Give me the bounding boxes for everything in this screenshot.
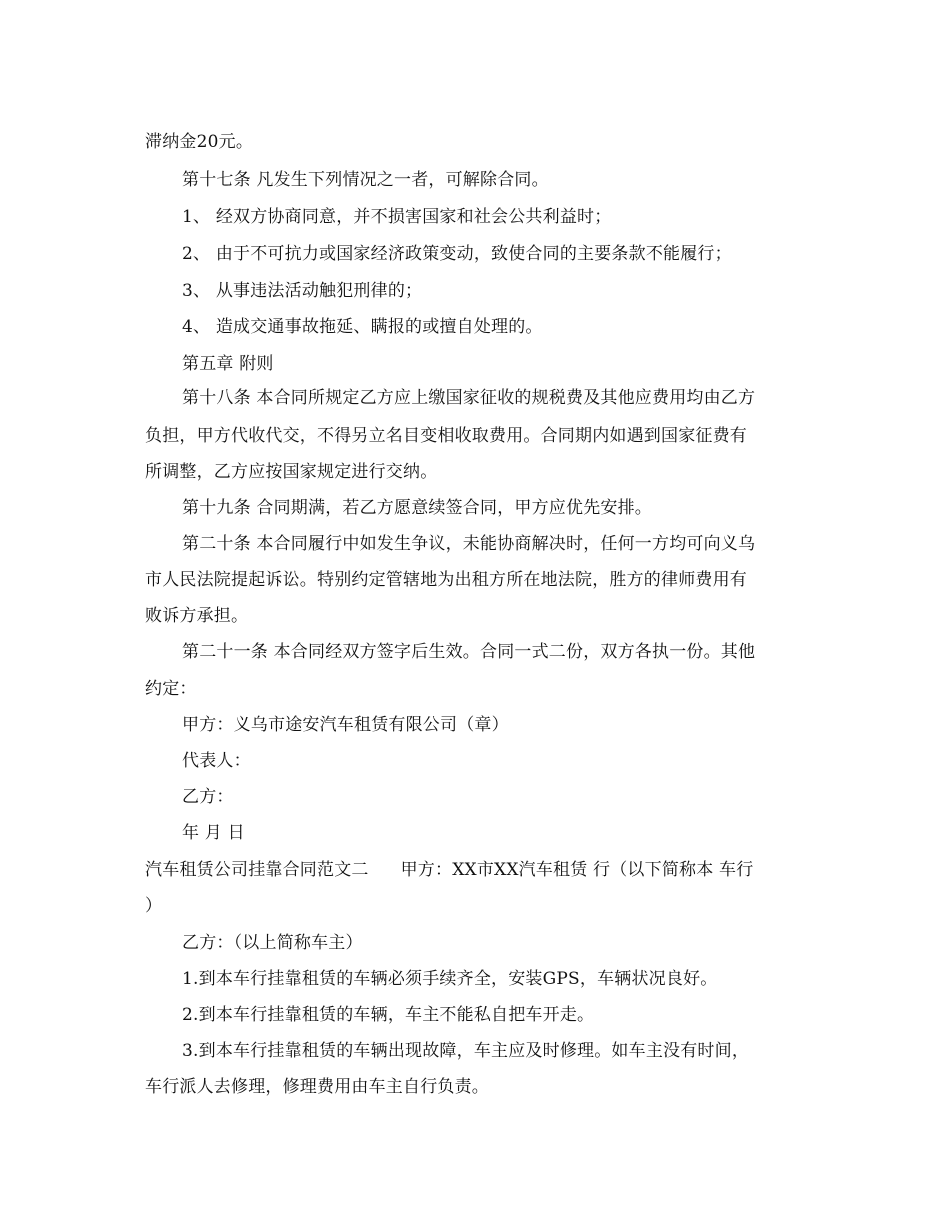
text-line: 第十九条 合同期满，若乙方愿意续签合同，甲方应优先安排。: [182, 498, 653, 518]
text-line: 第二十条 本合同履行中如发生争议，未能协商解决时，任何一方均可向义乌: [182, 534, 756, 554]
document-subtitle-line: [145, 860, 753, 880]
text-line: 4、 造成交通事故拖延、瞒报的或擅自处理的。: [182, 317, 543, 337]
text-line: ）: [145, 896, 163, 916]
signature-date: 年 月 日: [182, 823, 245, 843]
document-subtitle: 汽车租赁公司挂靠合同范文二: [145, 860, 369, 880]
text-line: 车行派人去修理，修理费用由车主自行负责。: [145, 1077, 489, 1097]
text-line: 2、 由于不可抗力或国家经济政策变动，致使合同的主要条款不能履行；: [182, 244, 732, 264]
text-line: 败诉方承担。: [145, 606, 249, 626]
text-line: 3、 从事违法活动触犯刑律的；: [182, 281, 423, 301]
text-line: 第十八条 本合同所规定乙方应上缴国家征收的规税费及其他应费用均由乙方: [182, 388, 756, 408]
text-line: 市人民法院提起诉讼。特别约定管辖地为出租方所在地法院，胜方的律师费用有: [145, 570, 747, 590]
signature-representative: 代表人：: [182, 751, 251, 771]
signature-party-b: 乙方：: [182, 787, 234, 807]
text-line: 1.到本车行挂靠租赁的车辆必须手续齐全，安装GPS，车辆状况良好。: [182, 969, 718, 989]
section-heading: 第五章 附则: [182, 354, 274, 374]
text-line: 滞纳金20元。: [145, 132, 254, 152]
text-line: 负担，甲方代收代交，不得另立名目变相收取费用。合同期内如遇到国家征费有: [145, 426, 747, 446]
text-line: 乙方：（以上简称车主）: [182, 933, 363, 953]
text-line: 第二十一条 本合同经双方签字后生效。合同一式二份，双方各执一份。其他: [182, 642, 756, 662]
text-line: 约定：: [145, 679, 197, 699]
text-line: 3.到本车行挂靠租赁的车辆出现故障，车主应及时修理。如车主没有时间，: [182, 1041, 750, 1061]
party-a-line: 甲方：XX市XX汽车租赁 行（以下简称本 车行: [400, 860, 754, 880]
text-line: 第十七条 凡发生下列情况之一者，可解除合同。: [182, 170, 549, 190]
text-line: 2.到本车行挂靠租赁的车辆，车主不能私自把车开走。: [182, 1005, 595, 1025]
text-line: 所调整，乙方应按国家规定进行交纳。: [145, 462, 438, 482]
text-line: 1、 经双方协商同意，并不损害国家和社会公共利益时；: [182, 207, 612, 227]
signature-party-a: 甲方：义乌市途安汽车租赁有限公司（章）: [182, 715, 509, 735]
